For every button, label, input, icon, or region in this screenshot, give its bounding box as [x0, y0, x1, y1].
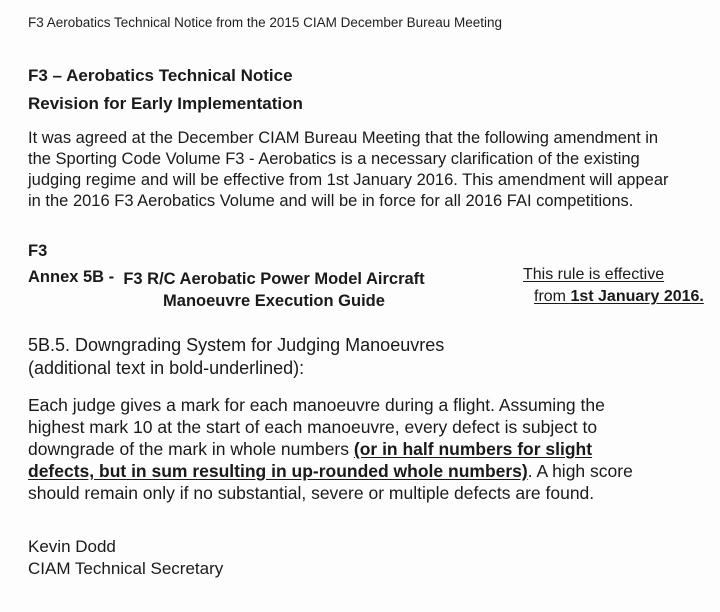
- effective-date-note-line-2: [534, 286, 704, 308]
- signature-name: Kevin Dodd: [28, 537, 116, 556]
- rule-body-line: [28, 460, 633, 482]
- document-header-line: F3 Aerobatics Technical Notice from the 2015 CIAM December Bureau Meeting: [28, 15, 502, 30]
- rule-heading-line-2: (additional text in bold-underlined):: [28, 357, 305, 378]
- annex-title: [118, 268, 430, 312]
- effective-date-note-line-1: This rule is effective: [523, 266, 665, 283]
- effective-date-note: [523, 264, 704, 308]
- signature-role: CIAM Technical Secretary: [28, 559, 224, 578]
- rule-body-paragraph: [28, 394, 633, 504]
- intro-paragraph-line: the Sporting Code Volume F3 - Aerobatics is a necessary clarification of the existing: [28, 150, 640, 168]
- annex-title-line-2: Manoeuvre Execution Guide: [163, 292, 385, 310]
- intro-paragraph-line: in the 2016 F3 Aerobatics Volume and will be in force for all 2016 FAI competitions.: [28, 192, 634, 210]
- rule-heading-line-1: 5B.5. Downgrading System for Judging Manoeuvres: [28, 335, 445, 355]
- annex-title-line-1: F3 R/C Aerobatic Power Model Aircraft: [123, 270, 425, 288]
- intro-paragraph: [28, 128, 669, 212]
- effective-date-emphasis: 1st January 2016.: [570, 288, 704, 305]
- signature-block: [28, 536, 223, 580]
- document-subtitle: Revision for Early Implementation: [28, 94, 303, 113]
- rule-heading: [28, 334, 444, 379]
- rule-body-line: highest mark 10 at the start of each manoeuvre, every defect is subject to: [28, 417, 598, 437]
- rule-body-bold-underlined-text: (or in half numbers for slight: [353, 439, 593, 459]
- annex-label: Annex 5B -: [28, 268, 115, 286]
- section-label-f3: F3: [28, 242, 48, 260]
- intro-paragraph-line: judging regime and will be effective from 1st January 2016. This amendment will appear: [28, 171, 669, 189]
- rule-body-line: [28, 438, 633, 460]
- rule-body-line: Each judge gives a mark for each manoeuvre during a flight. Assuming the: [28, 395, 605, 415]
- intro-paragraph-line: It was agreed at the December CIAM Bureau Meeting that the following amendment in: [28, 129, 659, 147]
- document-title: F3 – Aerobatics Technical Notice: [28, 66, 293, 85]
- rule-body-line: should remain only if no substantial, severe or multiple defects are found.: [28, 483, 595, 503]
- rule-body-normal-text: downgrade of the mark in whole numbers: [28, 439, 354, 459]
- rule-body-bold-underlined-text: defects, but in sum resulting in up-rounded whole numbers): [28, 461, 528, 481]
- effective-date-prefix: from: [534, 288, 571, 305]
- rule-body-normal-text: . A high score: [527, 461, 633, 481]
